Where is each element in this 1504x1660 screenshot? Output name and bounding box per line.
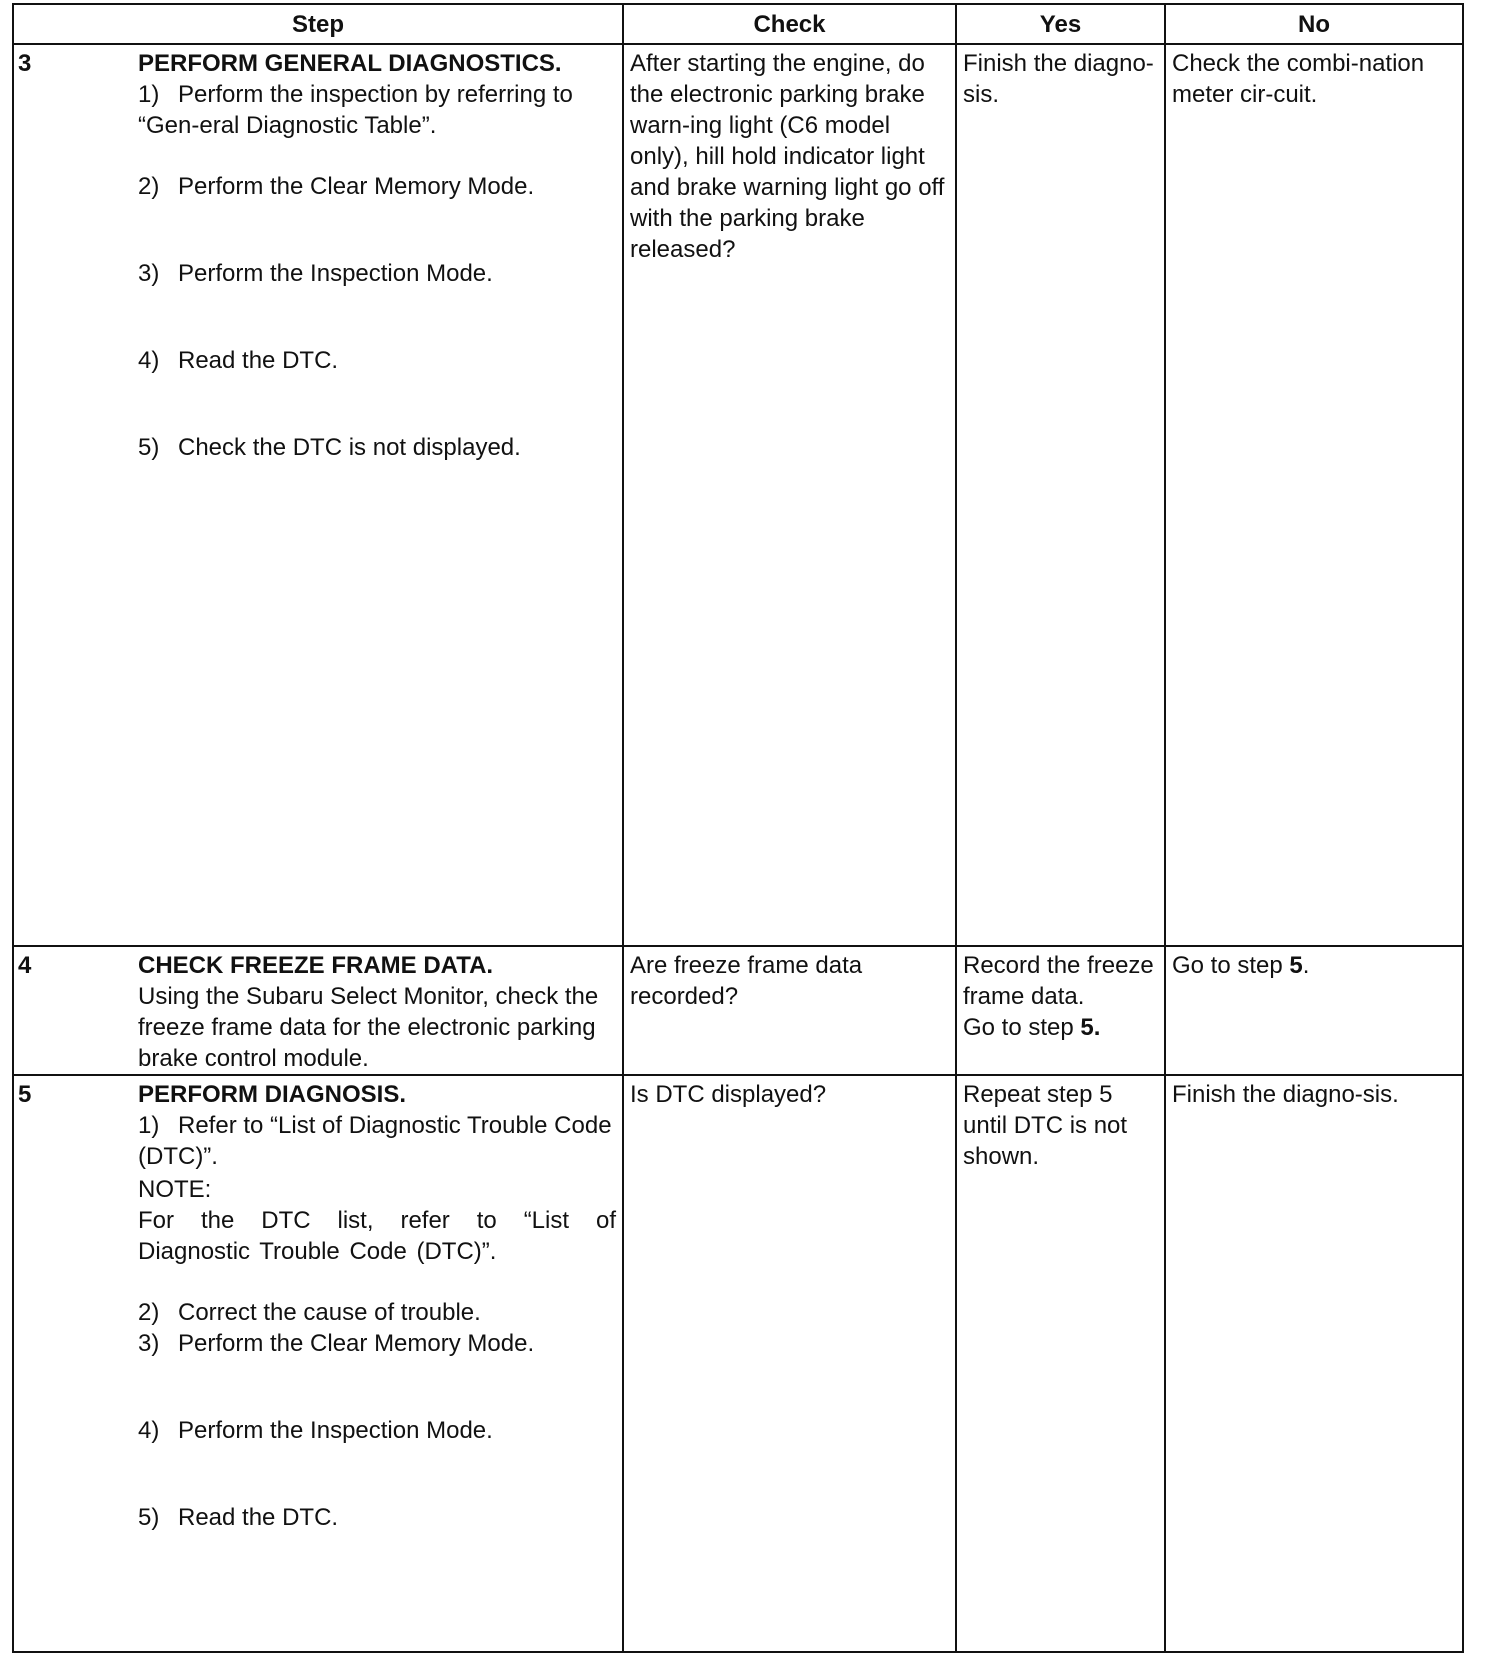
substep: 5) Read the DTC.: [138, 1504, 339, 1531]
table-row: [13, 44, 1463, 946]
check-cell: Are freeze frame data recorded?: [623, 946, 956, 1075]
table-row: [13, 1075, 1463, 1652]
step-title: CHECK FREEZE FRAME DATA.: [138, 952, 494, 979]
header-yes: Yes: [956, 4, 1165, 44]
step-cell: [13, 44, 623, 946]
substep: 1) Refer to “List of Diagnostic Trouble Code (DTC)”.: [138, 1112, 612, 1170]
step-title: PERFORM GENERAL DIAGNOSTICS.: [138, 50, 562, 77]
yes-cell: Repeat step 5 until DTC is not shown.: [956, 1075, 1165, 1652]
header-no: No: [1165, 4, 1463, 44]
no-cell: Go to step 5.: [1165, 946, 1463, 1075]
no-cell: Finish the diagno-sis.: [1165, 1075, 1463, 1652]
step-cell: [13, 946, 623, 1075]
step-number: 4: [18, 952, 32, 979]
substep: 5) Check the DTC is not displayed.: [138, 434, 521, 461]
step-number: 3: [18, 50, 32, 77]
substep: 2) Correct the cause of trouble.: [138, 1299, 481, 1326]
table-row: [13, 946, 1463, 1075]
substep: 3) Perform the Inspection Mode.: [138, 260, 493, 287]
note-label: NOTE:: [138, 1176, 212, 1203]
step-body: Using the Subaru Select Monitor, check the freeze frame data for the electronic parking brake control module.: [138, 983, 599, 1072]
yes-cell: Finish the diagno-sis.: [956, 44, 1165, 946]
substep: 1) Perform the inspection by referring to “Gen-eral Diagnostic Table”.: [138, 81, 573, 139]
yes-cell: Record the freeze frame data. Go to step 5.: [956, 946, 1165, 1075]
header-step: Step: [13, 4, 623, 44]
substep: 4) Read the DTC.: [138, 347, 339, 374]
step-link: 5: [1289, 952, 1303, 979]
no-cell: Check the combi-nation meter cir-cuit.: [1165, 44, 1463, 946]
step-number: 5: [18, 1081, 32, 1108]
substep: 2) Perform the Clear Memory Mode.: [138, 173, 535, 200]
diagnostic-table: [12, 3, 1464, 1653]
header-row: [13, 4, 1463, 44]
step-cell: [13, 1075, 623, 1652]
header-check: Check: [623, 4, 956, 44]
step-title: PERFORM DIAGNOSIS.: [138, 1081, 407, 1108]
diagnostic-procedure-page: [12, 3, 1462, 1653]
check-cell: Is DTC displayed?: [623, 1075, 956, 1652]
check-cell: After starting the engine, do the electronic parking brake warn-ing light (C6 model only), hill hold indicator light and brake warning light go off with the parking brake released?: [623, 44, 956, 946]
note-text: For the DTC list, refer to “List of Diagnostic Trouble Code (DTC)”.: [138, 1207, 616, 1265]
step-link: 5: [1080, 1014, 1094, 1041]
substep: 4) Perform the Inspection Mode.: [138, 1417, 493, 1444]
substep: 3) Perform the Clear Memory Mode.: [138, 1330, 535, 1357]
